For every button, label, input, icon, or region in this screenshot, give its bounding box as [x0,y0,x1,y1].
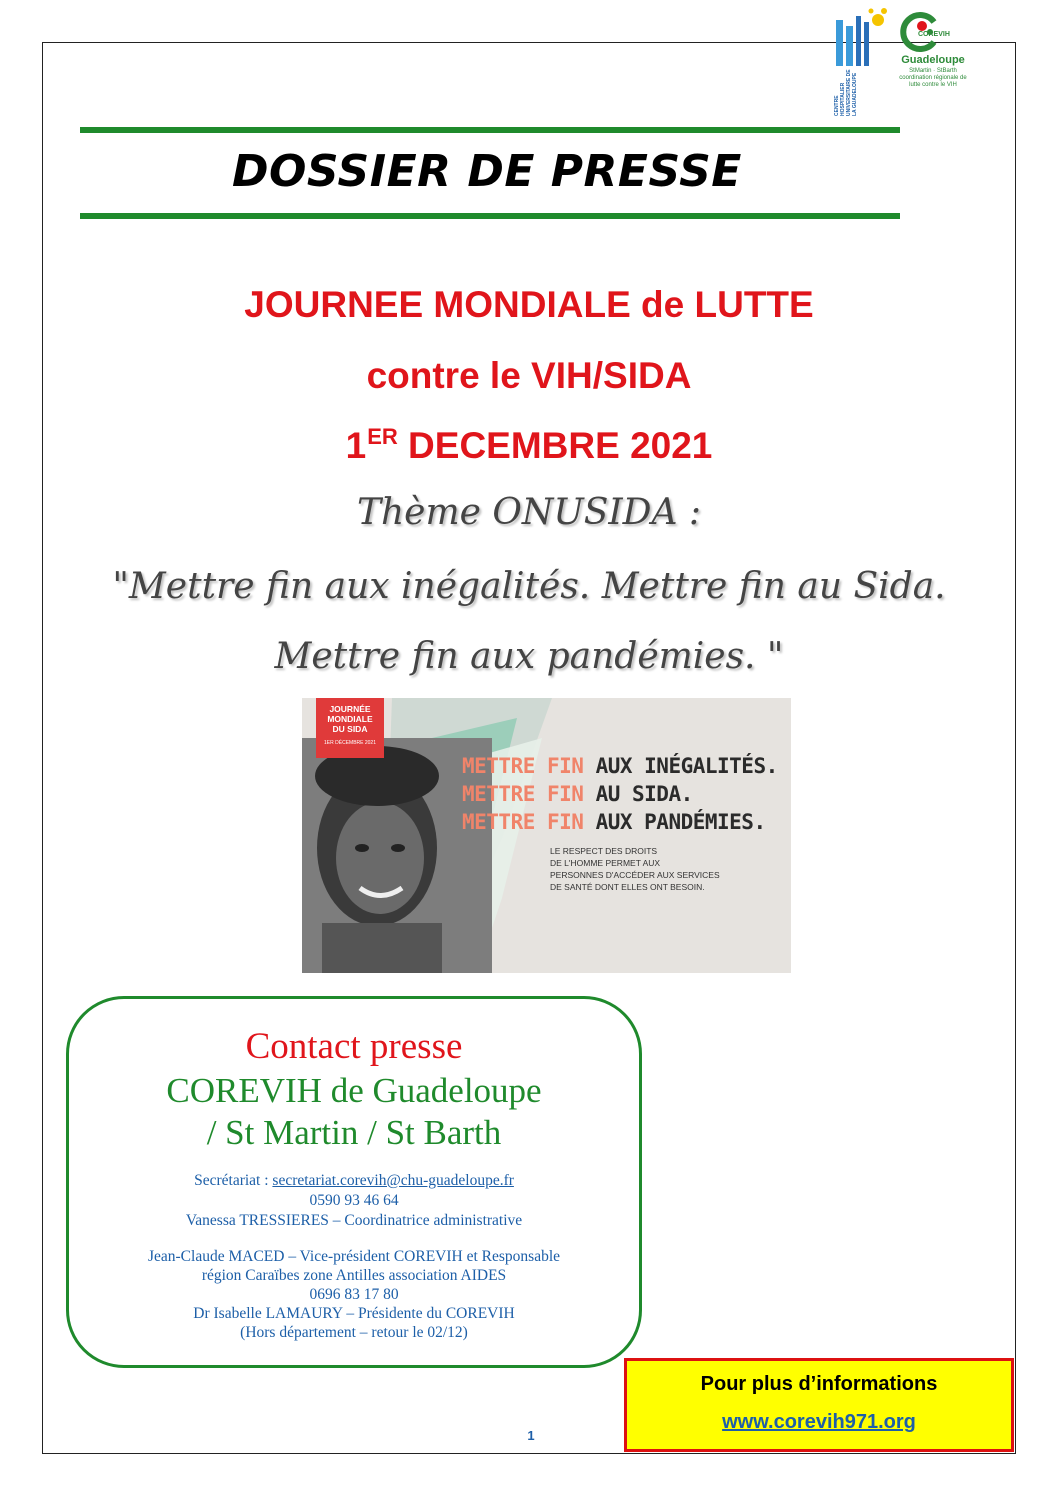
contact-secretariat-block [69,1171,639,1231]
chu-logo [828,6,890,116]
contact-person-1: Vanessa TRESSIERES – Coordinatrice administrative [185,1212,523,1229]
banner-caption [550,845,790,893]
banner-message-text-2: AU SIDA. [583,782,693,806]
banner-message-text-1: AUX INÉGALITÉS. [583,754,778,778]
badge-line-3: DU SIDA [332,724,368,734]
banner-caption-line-1: LE RESPECT DES DROITS [550,846,658,856]
chu-logo-text: CENTRE HOSPITALIER UNIVERSITAIRE DE LA GUADELOUPE [834,69,858,116]
contact-people-block [69,1247,639,1342]
banner-message-text-3: AUX PANDÉMIES. [583,810,766,834]
contact-person-2-phone: 0696 83 17 80 [309,1286,399,1303]
badge-line-2: MONDIALE [327,714,373,724]
contact-heading: Contact presse [245,1026,463,1067]
contact-person-2-line-1: Jean-Claude MACED – Vice-président COREVIH et Responsable [147,1248,561,1265]
banner-highlight-1: METTRE FIN [462,754,584,778]
headline-line-3 [0,424,1058,467]
page-number: 1 [527,1428,535,1443]
corevih-logo-mark [900,12,950,52]
corevih-logo-name: COREVIH [918,31,950,38]
secretariat-phone: 0590 93 46 64 [309,1192,399,1209]
headline-line-2: contre le VIH/SIDA [366,355,692,396]
theme-quote-line-1: "Mettre fin aux inégalités. Mettre fin au Sida. [112,566,946,607]
press-contact-box [66,996,642,1368]
world-aids-day-badge [316,698,384,758]
contact-person-3: Dr Isabelle LAMAURY – Présidente du COREVIH [193,1305,515,1322]
banner-caption-line-3: PERSONNES D'ACCÉDER AUX SERVICES [550,870,720,880]
badge-date: 1ER DÉCEMBRE 2021 [324,740,376,746]
banner-message-line-1 [462,752,792,780]
headline-month-year: DECEMBRE 2021 [397,425,713,466]
theme-quote-line-2: Mettre fin aux pandémies. " [274,636,784,677]
website-link[interactable]: www.corevih971.org [722,1411,916,1433]
banner-highlight-2: METTRE FIN [462,782,584,806]
corevih-logo [898,12,968,104]
theme-label: Thème ONUSIDA : [356,492,702,533]
more-info-box [624,1358,1014,1452]
banner-caption-line-4: DE SANTÉ DONT ELLES ONT BESOIN. [550,882,705,892]
headline-day: 1 [345,425,367,466]
title-rule-top [80,127,900,133]
contact-person-2-line-2: région Caraïbes zone Antilles association AIDES [201,1267,507,1284]
banner-highlight-3: METTRE FIN [462,810,584,834]
badge-line-1: JOURNÉE [329,704,371,714]
title-rule-bottom [80,213,900,219]
headline-line-1: JOURNEE MONDIALE de LUTTE [244,284,814,325]
banner-message-line-3 [462,808,792,836]
contact-org-line-1: COREVIH de Guadeloupe [166,1071,542,1110]
secretariat-label: Secrétariat : [194,1172,273,1189]
corevih-logo-subtitle: StMartin · StBarth coordination régionale de lutte contre le VIH [899,68,967,88]
corevih-logo-region: Guadeloupe [901,54,965,66]
banner-message [462,752,792,836]
banner-message-line-2 [462,780,792,808]
contact-person-3-note: (Hors département – retour le 02/12) [240,1324,468,1341]
headline-day-suffix: ER [367,424,398,449]
more-info-label: Pour plus d’informations [700,1373,938,1395]
secretariat-line [69,1171,639,1191]
banner-caption-line-2: DE L'HOMME PERMET AUX [550,858,661,868]
secretariat-email-link[interactable]: secretariat.corevih@chu-guadeloupe.fr [272,1172,514,1189]
campaign-banner [302,698,791,973]
document-title: DOSSIER DE PRESSE [232,146,742,197]
contact-org-line-2: / St Martin / St Barth [206,1113,502,1152]
